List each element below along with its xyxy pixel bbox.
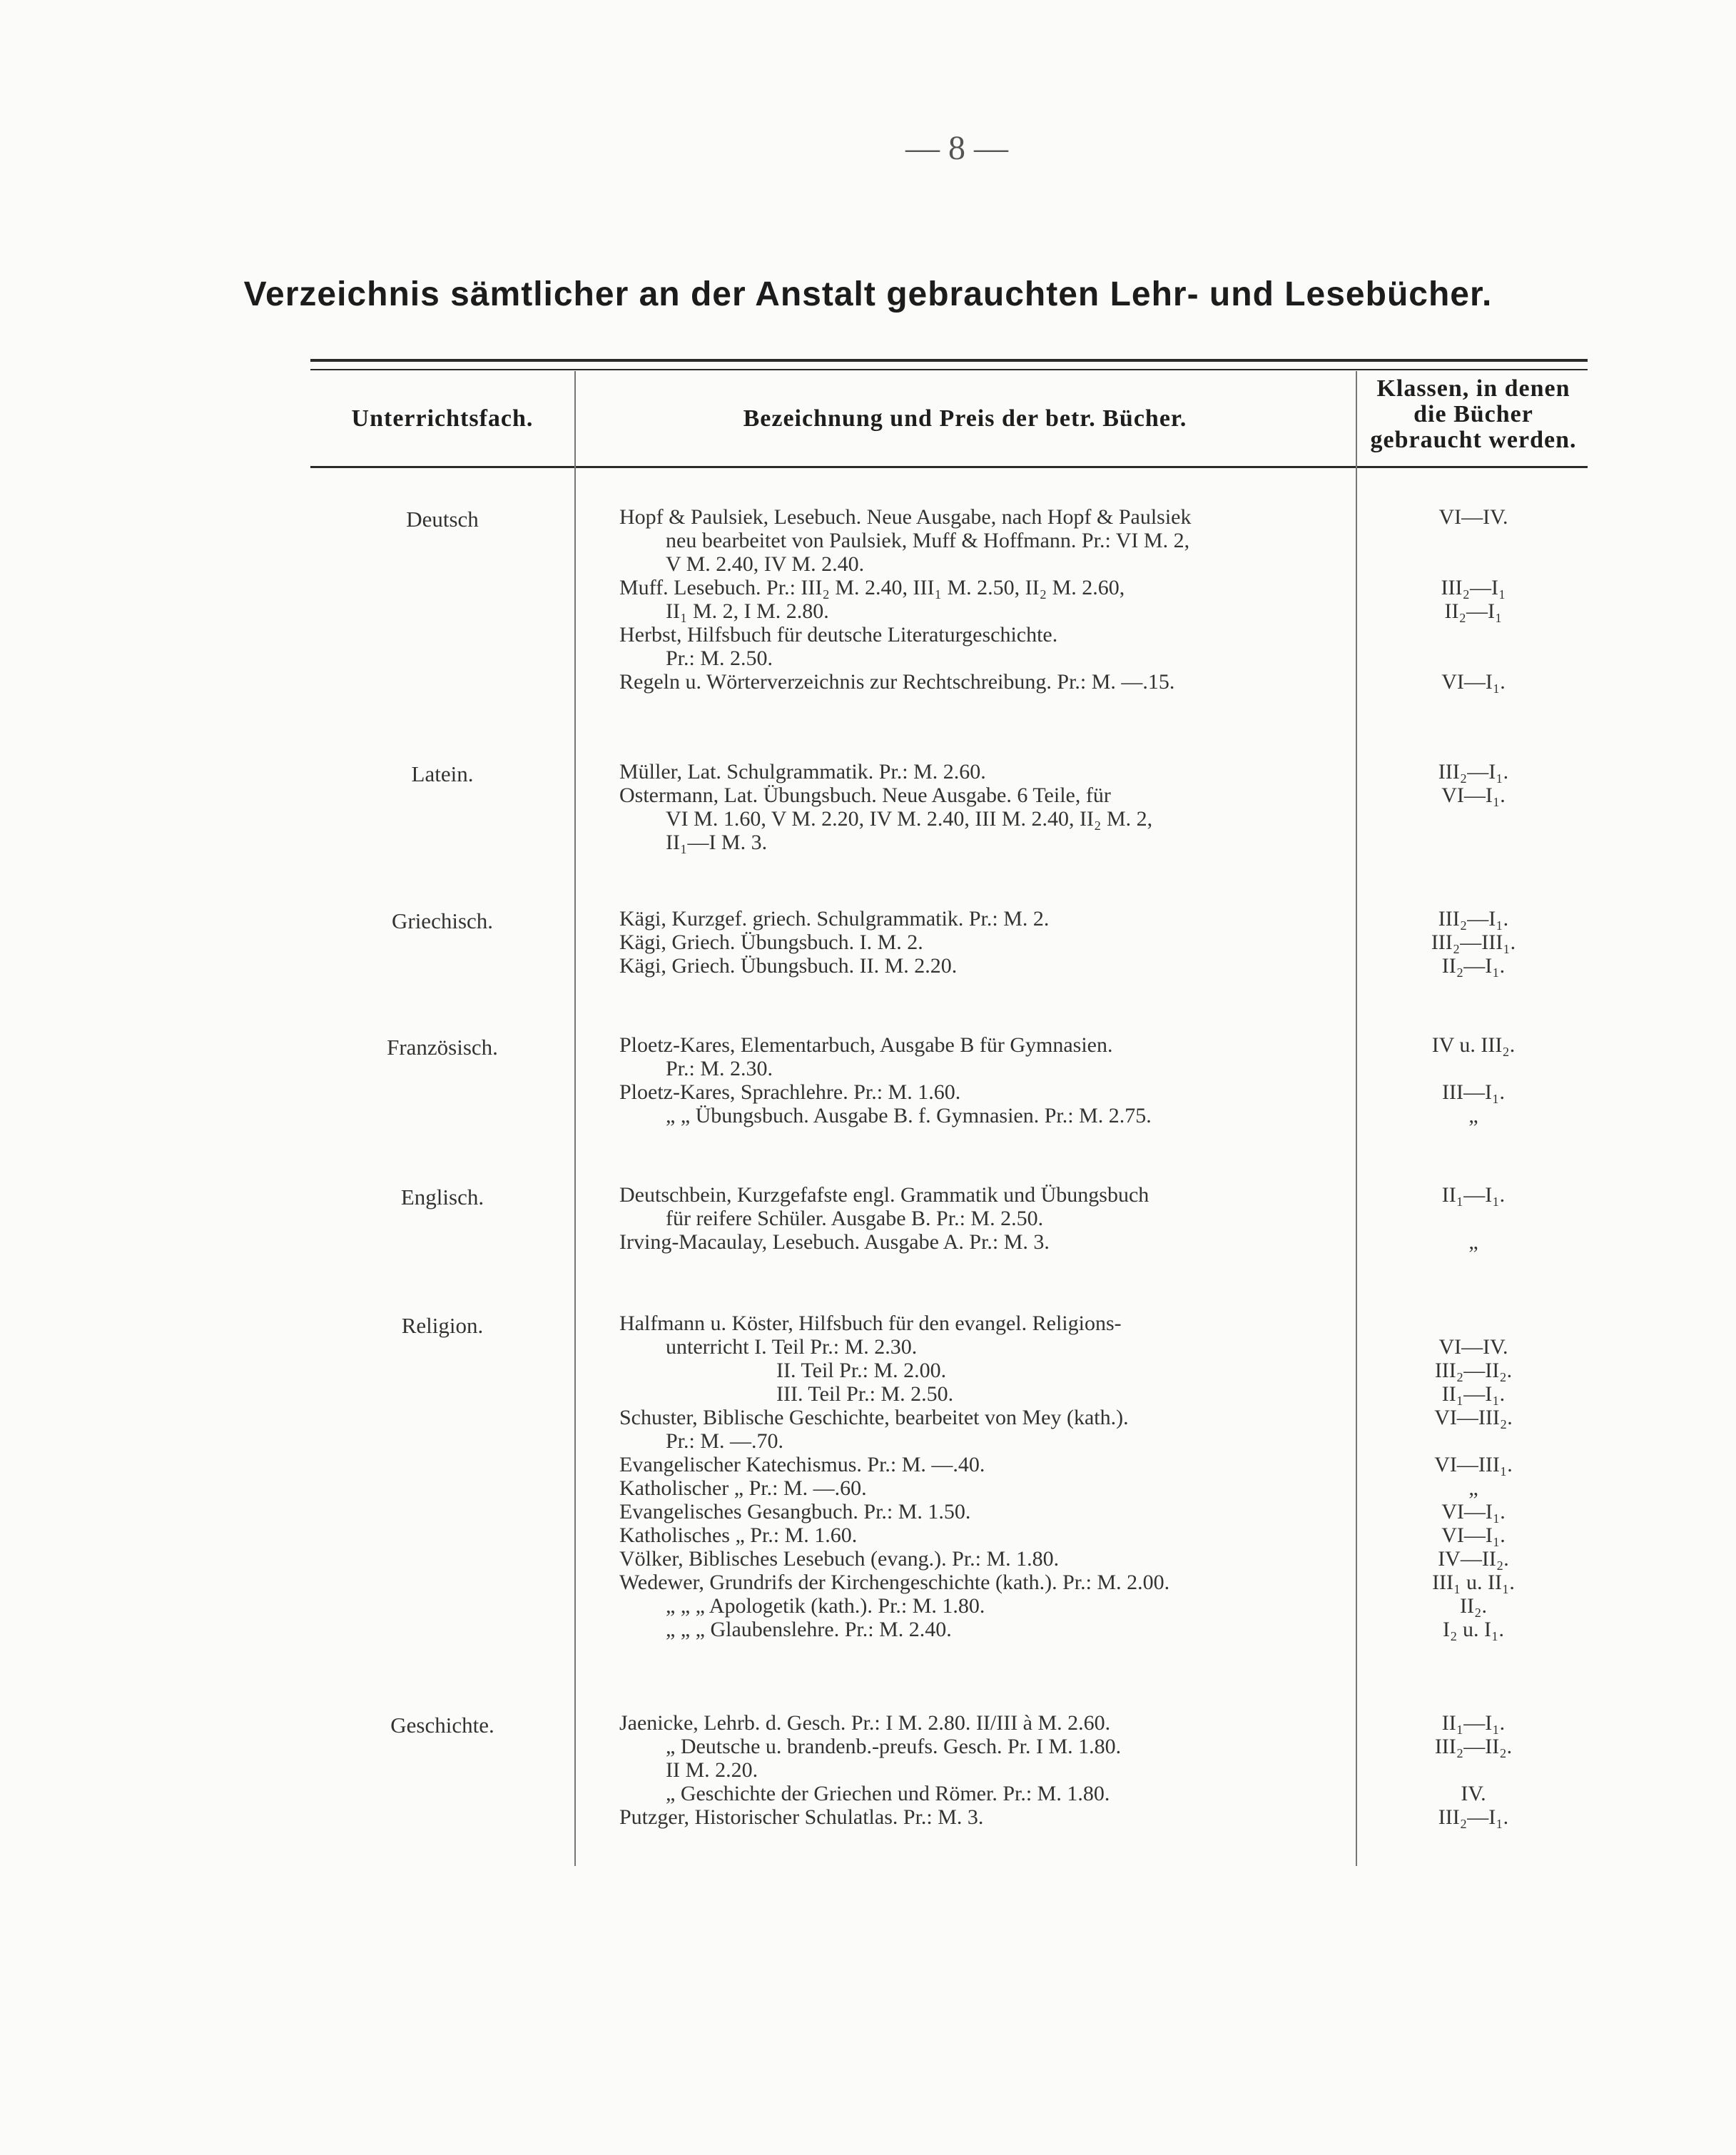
book-line: „ Geschichte der Griechen und Römer. Pr.: M. 1.80. [666, 1782, 1110, 1805]
column-divider-right [1356, 371, 1357, 1866]
page-number: — 8 — [905, 129, 1008, 167]
book-line: Hopf & Paulsiek, Lesebuch. Neue Ausgabe, nach Hopf & Paulsiek [619, 505, 1192, 529]
book-line: „ „ „ Apologetik (kath.). Pr.: M. 1.80. [666, 1594, 985, 1618]
book-line: Jaenicke, Lehrb. d. Gesch. Pr.: I M. 2.80. II/III à M. 2.60. [619, 1711, 1111, 1735]
class-entry: III₂—III₁. [1431, 931, 1516, 954]
class-entry: II₁—I₁. [1441, 1183, 1506, 1207]
book-line: „ „ „ Glaubenslehre. Pr.: M. 2.40. [666, 1618, 952, 1641]
books-latein [619, 760, 1354, 854]
book-line: für reifere Schüler. Ausgabe B. Pr.: M. 2.50. [666, 1207, 1044, 1230]
book-line: Putzger, Historischer Schulatlas. Pr.: M. 3. [619, 1805, 984, 1829]
book-line: Kägi, Griech. Übungsbuch. II. M. 2.20. [619, 954, 958, 978]
class-entry: III₂—II₂. [1434, 1359, 1513, 1382]
books-englisch [619, 1183, 1354, 1254]
class-entry: VI—I₁. [1441, 784, 1506, 807]
book-line: Müller, Lat. Schulgrammatik. Pr.: M. 2.60. [619, 760, 986, 784]
book-line: Irving-Macaulay, Lesebuch. Ausgabe A. Pr.: M. 3. [619, 1230, 1050, 1254]
book-line: Wedewer, Grundrifs der Kirchengeschichte (kath.). Pr.: M. 2.00. [619, 1571, 1170, 1594]
class-entry: VI—I₁. [1441, 1523, 1506, 1547]
book-line: Pr.: M. 2.30. [666, 1057, 773, 1080]
book-line: Evangelisches Gesangbuch. Pr.: M. 1.50. [619, 1500, 971, 1523]
classes-franzoesisch [1359, 1033, 1588, 1127]
class-entry: „ [1468, 1476, 1478, 1500]
books-geschichte [619, 1711, 1354, 1829]
subject-franzoesisch: Französisch. [387, 1035, 498, 1060]
class-entry: „ [1468, 1104, 1478, 1127]
books-religion [619, 1312, 1354, 1641]
class-entry: I₂ u. I₁. [1443, 1618, 1504, 1641]
subject-deutsch: Deutsch [406, 507, 479, 532]
class-entry: VI—IV. [1438, 1335, 1508, 1359]
class-entry: II₁—I₁. [1441, 1382, 1506, 1406]
book-line: Ploetz-Kares, Sprachlehre. Pr.: M. 1.60. [619, 1080, 961, 1104]
class-entry [1359, 646, 1588, 670]
class-entry: II₂—I₁. [1441, 954, 1506, 978]
class-entry: VI—I₁. [1441, 1500, 1506, 1523]
header-subject: Unterrichtsfach. [351, 405, 534, 432]
book-line: III. Teil Pr.: M. 2.50. [776, 1382, 954, 1406]
class-entry [1359, 1207, 1588, 1230]
book-line: II. Teil Pr.: M. 2.00. [776, 1359, 947, 1382]
subject-religion: Religion. [401, 1313, 484, 1338]
class-entry: VI—I₁. [1441, 670, 1506, 694]
class-entry: VI—III₂. [1434, 1406, 1513, 1429]
subject-griechisch: Griechisch. [391, 908, 494, 933]
class-entry: „ [1468, 1230, 1478, 1254]
classes-deutsch [1359, 505, 1588, 694]
book-line: Pr.: M. —.70. [666, 1429, 784, 1453]
class-entry [1359, 623, 1588, 646]
class-entry [1359, 1758, 1588, 1782]
books-griechisch [619, 907, 1354, 978]
table-top-rule [310, 359, 1588, 370]
class-entry [1359, 1312, 1588, 1335]
book-line: Herbst, Hilfsbuch für deutsche Literaturgeschichte. [619, 623, 1058, 646]
class-entry: IV u. III₂. [1431, 1033, 1516, 1057]
book-line: Schuster, Biblische Geschichte, bearbeitet von Mey (kath.). [619, 1406, 1129, 1429]
book-line: Kägi, Griech. Übungsbuch. I. M. 2. [619, 931, 923, 954]
class-entry: IV. [1461, 1782, 1486, 1805]
book-line: II M. 2.20. [666, 1758, 758, 1782]
book-line: Deutschbein, Kurzgefafste engl. Grammatik und Übungsbuch [619, 1183, 1149, 1207]
book-line: Muff. Lesebuch. Pr.: III₂ M. 2.40, III₁ M. 2.50, II₂ M. 2.60, [619, 576, 1125, 599]
class-entry: III₂—I₁. [1438, 760, 1509, 784]
book-line: unterricht I. Teil Pr.: M. 2.30. [666, 1335, 918, 1359]
column-divider-left [574, 371, 576, 1866]
classes-griechisch [1359, 907, 1588, 978]
header-classes-line-1: Klassen, in denen [1376, 375, 1570, 402]
book-line: Regeln u. Wörterverzeichnis zur Rechtschreibung. Pr.: M. —.15. [619, 670, 1175, 694]
book-line: VI M. 1.60, V M. 2.20, IV M. 2.40, III M. 2.40, II₂ M. 2, [666, 807, 1153, 831]
classes-geschichte [1359, 1711, 1588, 1829]
page-title: Verzeichnis sämtlicher an der Anstalt gebrauchten Lehr- und Lesebücher. [243, 275, 1493, 313]
class-entry: II₂—I₁ [1444, 599, 1503, 623]
book-line: Evangelischer Katechismus. Pr.: M. —.40. [619, 1453, 985, 1476]
class-entry: II₁—I₁. [1441, 1711, 1506, 1735]
header-classes-line-2: die Bücher [1413, 401, 1533, 427]
books-deutsch [619, 505, 1354, 694]
classes-englisch [1359, 1183, 1588, 1254]
class-entry: III₂—I₁ [1441, 576, 1506, 599]
class-entry: III₂—I₁. [1438, 907, 1509, 931]
book-line: „ „ Übungsbuch. Ausgabe B. f. Gymnasien. Pr.: M. 2.75. [666, 1104, 1152, 1127]
class-entry: III—I₁. [1442, 1080, 1505, 1104]
class-entry: III₂—I₁. [1438, 1805, 1509, 1829]
header-classes-line-3: gebraucht werden. [1370, 427, 1577, 453]
subject-geschichte: Geschichte. [390, 1713, 494, 1738]
class-entry: VI—III₁. [1434, 1453, 1513, 1476]
subject-latein: Latein. [411, 761, 474, 786]
class-entry: VI—IV. [1438, 505, 1508, 529]
book-line: V M. 2.40, IV M. 2.40. [666, 552, 865, 576]
book-line: Ploetz-Kares, Elementarbuch, Ausgabe B für Gymnasien. [619, 1033, 1113, 1057]
class-entry [1359, 1057, 1588, 1080]
class-entry: IV—II₂. [1438, 1547, 1509, 1571]
class-entry [1359, 552, 1588, 576]
subject-englisch: Englisch. [400, 1185, 484, 1210]
class-entry: III₂—II₂. [1434, 1735, 1513, 1758]
book-line: Ostermann, Lat. Übungsbuch. Neue Ausgabe. 6 Teile, für [619, 784, 1111, 807]
classes-religion [1359, 1312, 1588, 1641]
book-line: Pr.: M. 2.50. [666, 646, 773, 670]
class-entry [1359, 1429, 1588, 1453]
book-line: neu bearbeitet von Paulsiek, Muff & Hoffmann. Pr.: VI M. 2, [666, 529, 1190, 552]
classes-latein [1359, 760, 1588, 807]
book-line: II₁—I M. 3. [666, 831, 768, 854]
book-line: „ Deutsche u. brandenb.-preufs. Gesch. Pr. I M. 1.80. [666, 1735, 1122, 1758]
book-line: Kägi, Kurzgef. griech. Schulgrammatik. Pr.: M. 2. [619, 907, 1050, 931]
class-entry: III₁ u. II₁. [1432, 1571, 1515, 1594]
class-entry [1359, 529, 1588, 552]
header-books: Bezeichnung und Preis der betr. Bücher. [743, 405, 1187, 432]
books-franzoesisch [619, 1033, 1354, 1127]
book-line: II₁ M. 2, I M. 2.80. [666, 599, 829, 623]
header-classes [1359, 376, 1588, 453]
book-line: Katholisches „ Pr.: M. 1.60. [619, 1523, 858, 1547]
class-entry: II₂. [1460, 1594, 1487, 1618]
table-header-rule [310, 466, 1588, 468]
book-line: Halfmann u. Köster, Hilfsbuch für den evangel. Religions- [619, 1312, 1122, 1335]
book-line: Katholischer „ Pr.: M. —.60. [619, 1476, 867, 1500]
book-line: Völker, Biblisches Lesebuch (evang.). Pr.: M. 1.80. [619, 1547, 1060, 1571]
